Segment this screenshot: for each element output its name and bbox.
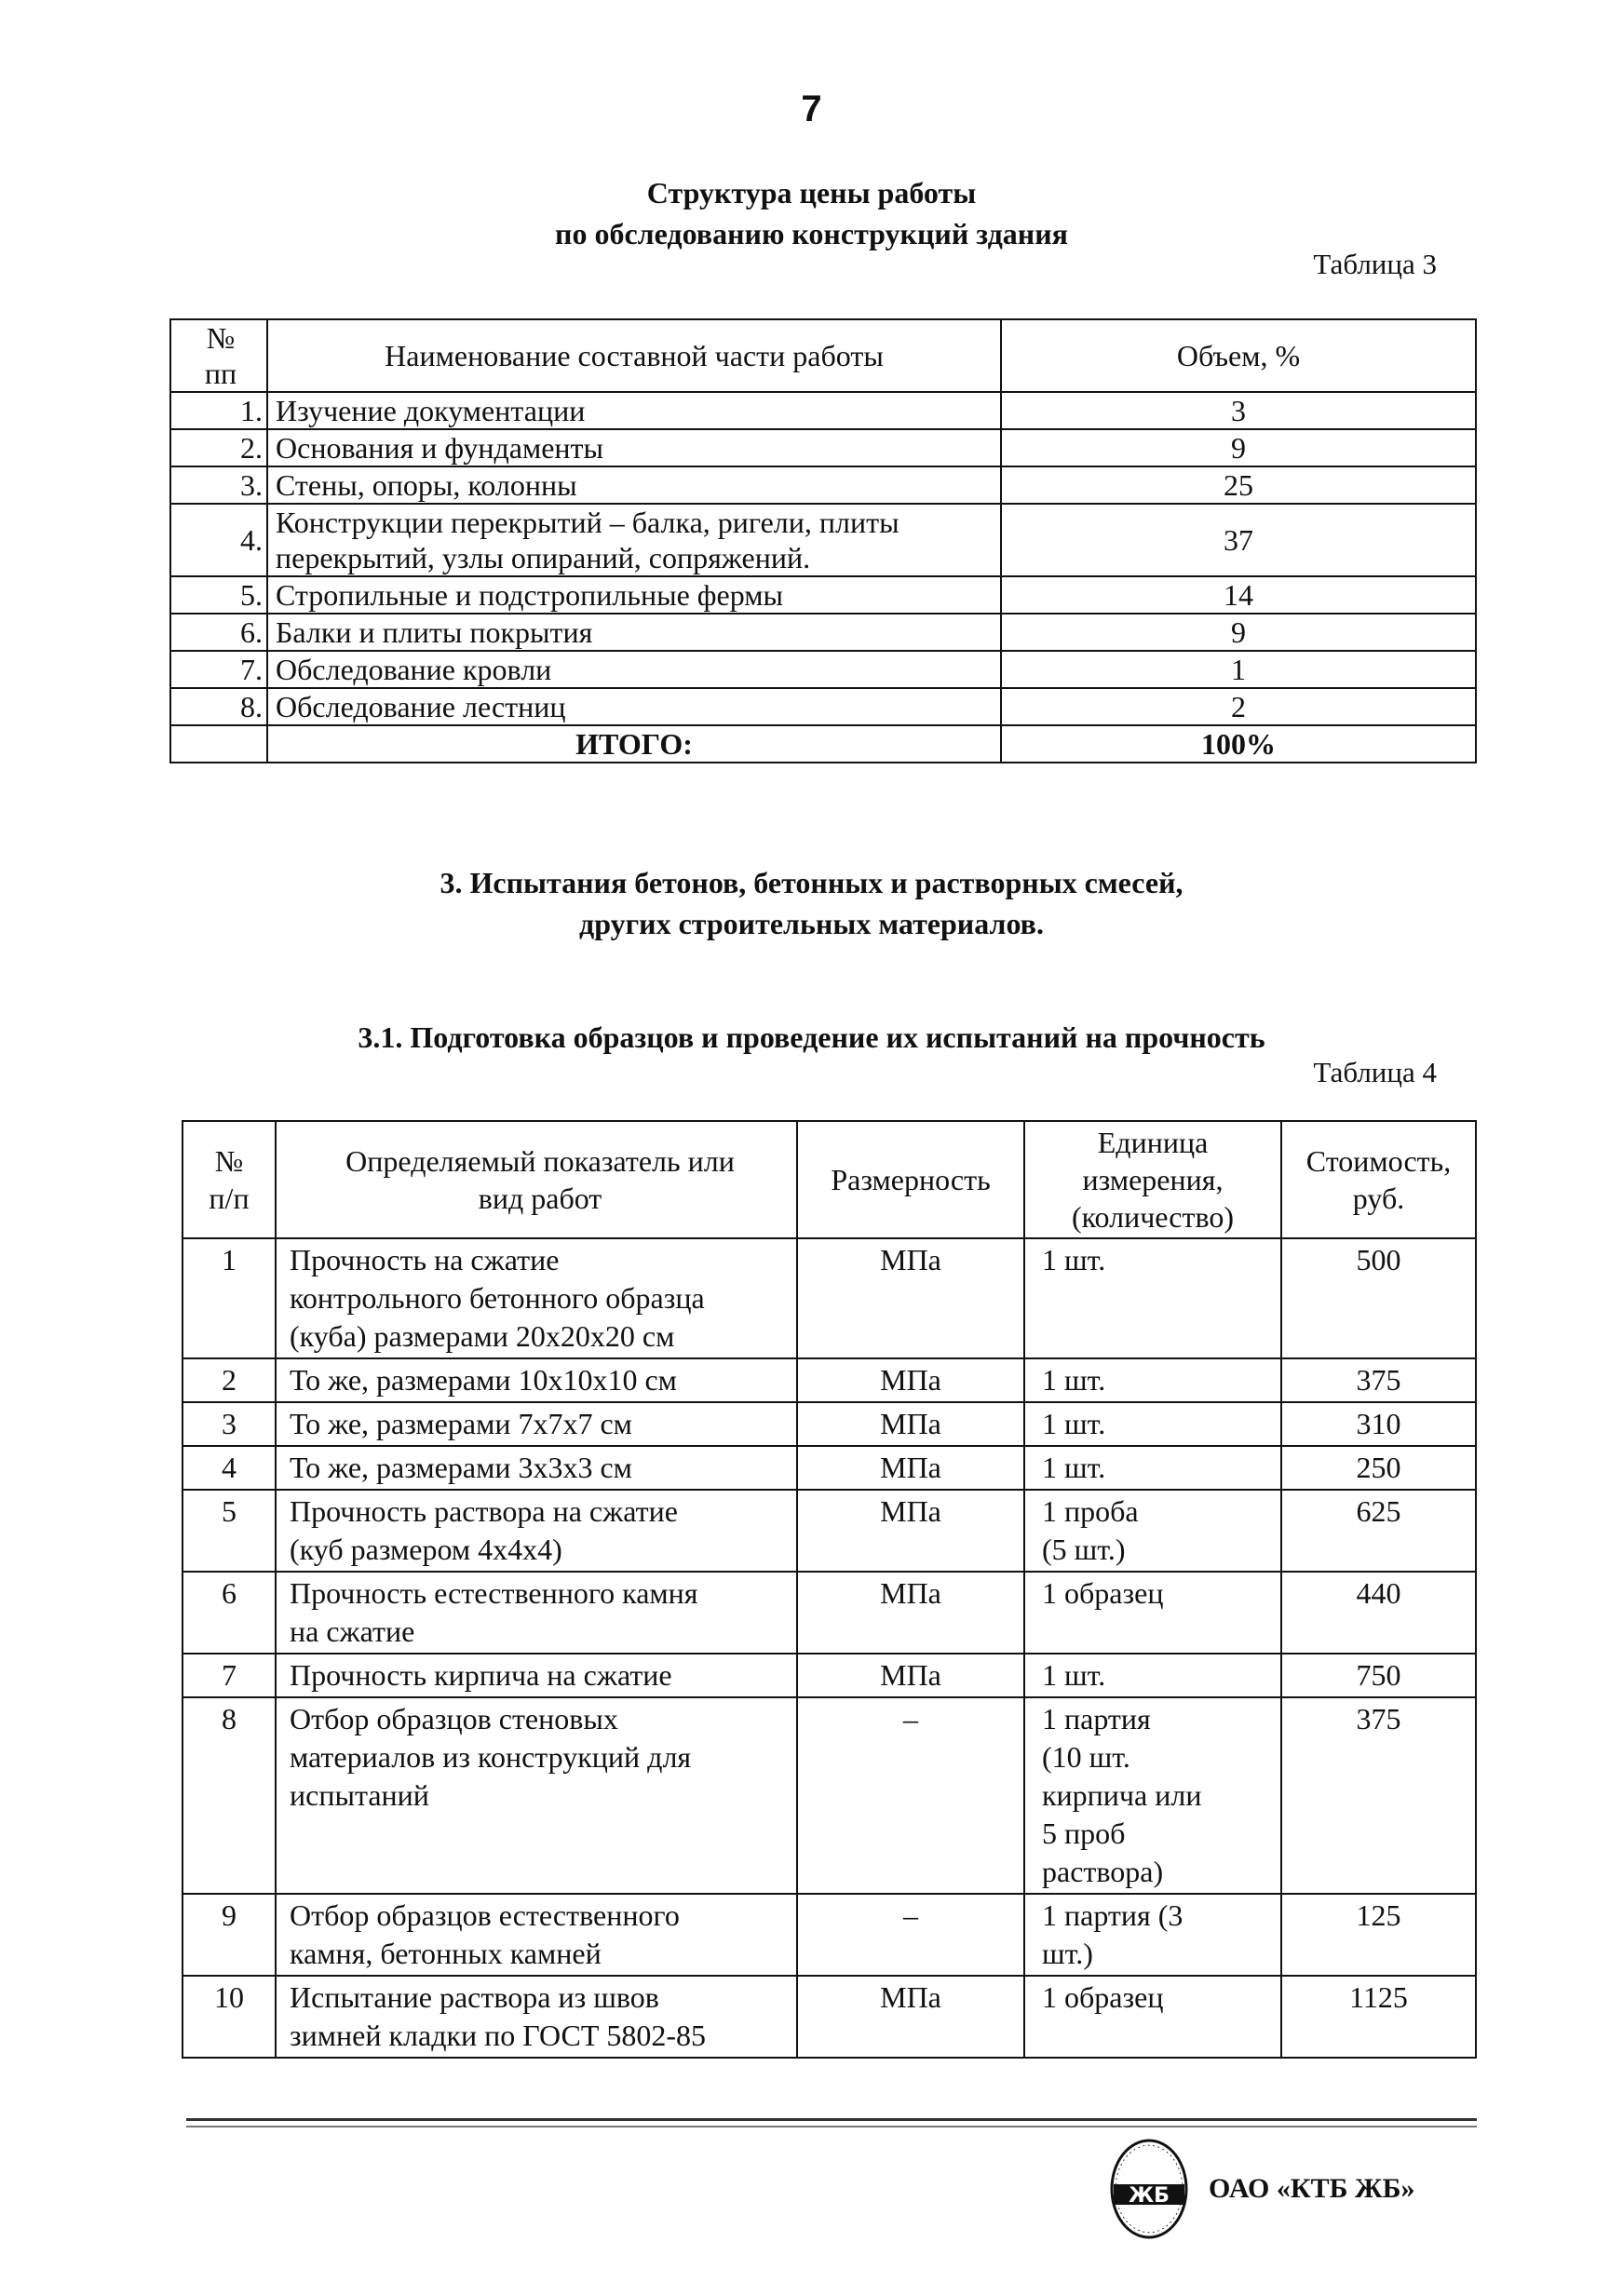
table4-row-unit: 1 шт. xyxy=(1024,1358,1281,1402)
table4-row-num: 7 xyxy=(183,1654,276,1697)
table3-row-volume: 9 xyxy=(1001,429,1476,466)
table4-row-cost: 500 xyxy=(1281,1238,1476,1358)
table4-row-unit: 1 партия (10 шт. кирпича или 5 проб раствора) xyxy=(1024,1697,1281,1894)
table3-row xyxy=(170,688,1476,725)
footer-rule-secondary xyxy=(186,2126,1477,2127)
table4-row-name: То же, размерами 10х10х10 см xyxy=(276,1358,797,1402)
table3-header-num: № пп xyxy=(170,319,267,392)
table4-header-num: № п/п xyxy=(183,1121,276,1238)
table4-row-cost: 750 xyxy=(1281,1654,1476,1697)
org-name: ОАО «КТБ ЖБ» xyxy=(1209,2173,1415,2204)
table4-row-cost: 375 xyxy=(1281,1697,1476,1894)
table4-row-dim: МПа xyxy=(797,1238,1024,1358)
table3-row-volume: 1 xyxy=(1001,651,1476,688)
table4-row-name: Прочность на сжатие контрольного бетонного образца (куба) размерами 20х20х20 см xyxy=(276,1238,797,1358)
table3-row-name: Изучение документации xyxy=(267,392,1001,429)
section3-title-line1: 3. Испытания бетонов, бетонных и растворных смесей, xyxy=(440,866,1183,899)
table4-row-unit: 1 шт. xyxy=(1024,1446,1281,1490)
table3-row-num: 6. xyxy=(170,614,267,651)
table4-row-name: То же, размерами 7х7х7 см xyxy=(276,1402,797,1446)
table4-row xyxy=(183,1697,1476,1894)
table4-row xyxy=(183,1654,1476,1697)
table3-row-num: 2. xyxy=(170,429,267,466)
table4 xyxy=(182,1120,1477,2059)
table4-row-num: 9 xyxy=(183,1894,276,1976)
table3-row-name: Стропильные и подстропильные фермы xyxy=(267,576,1001,614)
table3-row xyxy=(170,466,1476,504)
table3-row-num: 7. xyxy=(170,651,267,688)
table4-row-name: Отбор образцов стеновых материалов из конструкций для испытаний xyxy=(276,1697,797,1894)
table3-total-empty xyxy=(170,725,267,763)
table3-row-volume: 9 xyxy=(1001,614,1476,651)
table4-row-num: 2 xyxy=(183,1358,276,1402)
table4-row xyxy=(183,1446,1476,1490)
table4-row xyxy=(183,1572,1476,1654)
table3-total-label: ИТОГО: xyxy=(267,725,1001,763)
table3-total-row xyxy=(170,725,1476,763)
table4-header-row xyxy=(183,1121,1476,1238)
table4-row xyxy=(183,1358,1476,1402)
table4-row-dim: МПа xyxy=(797,1446,1024,1490)
table4-row-dim: МПа xyxy=(797,1402,1024,1446)
table4-row-dim: МПа xyxy=(797,1976,1024,2058)
table4-row xyxy=(183,1238,1476,1358)
table4-row-unit: 1 образец xyxy=(1024,1572,1281,1654)
svg-text:ЖБ: ЖБ xyxy=(1129,2184,1170,2208)
table4-row-unit: 1 образец xyxy=(1024,1976,1281,2058)
table3-row-num: 3. xyxy=(170,466,267,504)
table3-row-volume: 25 xyxy=(1001,466,1476,504)
table4-title: 3.1. Подготовка образцов и проведение их испытаний на прочность xyxy=(358,1020,1265,1054)
table3-row-name: Конструкции перекрытий – балка, ригели, плиты перекрытий, узлы опираний, сопряжений. xyxy=(267,504,1001,576)
table4-row xyxy=(183,1894,1476,1976)
table4-row-dim: МПа xyxy=(797,1490,1024,1572)
table4-row-num: 1 xyxy=(183,1238,276,1358)
table4-row-name: Прочность естественного камня на сжатие xyxy=(276,1572,797,1654)
table4-row xyxy=(183,1402,1476,1446)
table3-header-row xyxy=(170,319,1476,392)
table4-row-name: Прочность раствора на сжатие (куб размером 4х4х4) xyxy=(276,1490,797,1572)
table3-row-name: Обследование кровли xyxy=(267,651,1001,688)
table4-row-cost: 125 xyxy=(1281,1894,1476,1976)
table3-title-line2: по обследованию конструкций здания xyxy=(555,217,1068,250)
table4-row-dim: МПа xyxy=(797,1572,1024,1654)
table4-row-num: 5 xyxy=(183,1490,276,1572)
table4-row-cost: 1125 xyxy=(1281,1976,1476,2058)
table4-label: Таблица 4 xyxy=(1313,1056,1437,1088)
table4-row-num: 8 xyxy=(183,1697,276,1894)
ktb-zhb-logo-icon xyxy=(1108,2138,1190,2240)
table4-row-num: 10 xyxy=(183,1976,276,2058)
table4-row xyxy=(183,1490,1476,1572)
table3-row-num: 8. xyxy=(170,688,267,725)
table4-row-unit: 1 шт. xyxy=(1024,1238,1281,1358)
table4-header-dim: Размерность xyxy=(797,1121,1024,1238)
table3-row-volume: 3 xyxy=(1001,392,1476,429)
table3-row-num: 1. xyxy=(170,392,267,429)
table4-row-unit: 1 шт. xyxy=(1024,1654,1281,1697)
table3-title-line1: Структура цены работы xyxy=(646,176,977,209)
table4-row-cost: 250 xyxy=(1281,1446,1476,1490)
table4-row-dim: МПа xyxy=(797,1358,1024,1402)
table3-row-volume: 37 xyxy=(1001,504,1476,576)
table4-row-num: 6 xyxy=(183,1572,276,1654)
table3-total-value: 100% xyxy=(1001,725,1476,763)
table3-header-volume: Объем, % xyxy=(1001,319,1476,392)
table3-label: Таблица 3 xyxy=(1313,248,1437,280)
table4-row-unit: 1 проба (5 шт.) xyxy=(1024,1490,1281,1572)
table3-row xyxy=(170,392,1476,429)
table3-row xyxy=(170,651,1476,688)
table3-row-volume: 2 xyxy=(1001,688,1476,725)
table4-row-dim: МПа xyxy=(797,1654,1024,1697)
table4-row-name: Испытание раствора из швов зимней кладки по ГОСТ 5802-85 xyxy=(276,1976,797,2058)
table3-row-num: 5. xyxy=(170,576,267,614)
table4-row xyxy=(183,1976,1476,2058)
table4-row-cost: 310 xyxy=(1281,1402,1476,1446)
table4-row-cost: 375 xyxy=(1281,1358,1476,1402)
table4-row-name: Отбор образцов естественного камня, бетонных камней xyxy=(276,1894,797,1976)
table3-row-num: 4. xyxy=(170,504,267,576)
table4-header-unit: Единица измерения, (количество) xyxy=(1024,1121,1281,1238)
table3-row-name: Стены, опоры, колонны xyxy=(267,466,1001,504)
table3-row xyxy=(170,429,1476,466)
table3-row xyxy=(170,614,1476,651)
table3-header-name: Наименование составной части работы xyxy=(267,319,1001,392)
table4-row-name: Прочность кирпича на сжатие xyxy=(276,1654,797,1697)
table4-header-name: Определяемый показатель или вид работ xyxy=(276,1121,797,1238)
table4-row-cost: 440 xyxy=(1281,1572,1476,1654)
table4-row-dim: – xyxy=(797,1894,1024,1976)
table4-row-unit: 1 шт. xyxy=(1024,1402,1281,1446)
table4-row-num: 4 xyxy=(183,1446,276,1490)
page-number: 7 xyxy=(801,88,822,129)
footer-rule xyxy=(186,2118,1477,2121)
table3-row-name: Основания и фундаменты xyxy=(267,429,1001,466)
table4-row-unit: 1 партия (3 шт.) xyxy=(1024,1894,1281,1976)
table3-row xyxy=(170,576,1476,614)
table4-row-name: То же, размерами 3х3х3 см xyxy=(276,1446,797,1490)
table3-row xyxy=(170,504,1476,576)
table4-row-cost: 625 xyxy=(1281,1490,1476,1572)
table3-row-name: Обследование лестниц xyxy=(267,688,1001,725)
table3-row-name: Балки и плиты покрытия xyxy=(267,614,1001,651)
table4-row-num: 3 xyxy=(183,1402,276,1446)
table4-row-dim: – xyxy=(797,1697,1024,1894)
table3-row-volume: 14 xyxy=(1001,576,1476,614)
table3 xyxy=(169,318,1477,763)
table4-header-cost: Стоимость, руб. xyxy=(1281,1121,1476,1238)
section3-title-line2: других строительных материалов. xyxy=(579,907,1044,940)
